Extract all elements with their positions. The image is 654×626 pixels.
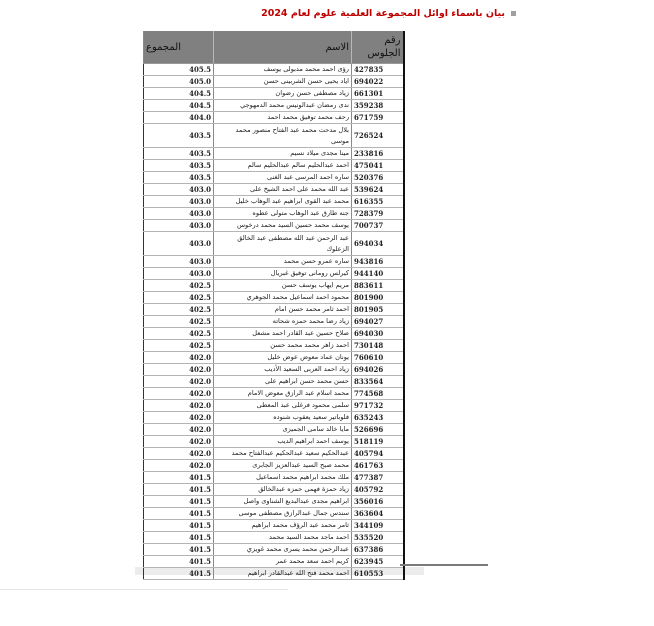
table-row <box>144 124 404 148</box>
table-row <box>144 376 404 388</box>
seat-number-cell: 694022 <box>352 76 404 88</box>
table-row <box>144 364 404 376</box>
horizontal-scrollbar[interactable] <box>400 564 488 566</box>
total-cell: 401.5 <box>144 484 214 496</box>
table-row <box>144 232 404 256</box>
name-cell: فلوباتير سعيد يعقوب شنوده <box>214 412 352 424</box>
header-total: المجموع <box>144 31 214 64</box>
table-row <box>144 400 404 412</box>
name-cell: محمود احمد اسماعيل محمد الجوهري <box>214 292 352 304</box>
seat-number-cell: 637386 <box>352 544 404 556</box>
total-cell: 402.0 <box>144 400 214 412</box>
name-cell: ندى رمضان عبدالونيس محمد الدمهوجي <box>214 100 352 112</box>
table-row <box>144 100 404 112</box>
seat-number-cell: 694034 <box>352 232 404 256</box>
name-cell: كيرلس رومانى توفيق غبريال <box>214 268 352 280</box>
name-cell: عبد الرحمن عبد الله مصطفى عبد الخالق الزعلوك <box>214 232 352 256</box>
total-cell: 401.5 <box>144 532 214 544</box>
seat-number-cell: 359238 <box>352 100 404 112</box>
table-row <box>144 544 404 556</box>
document-title: بيان باسماء اوائل المجموعة العلمية علوم لعام 2024 <box>261 7 505 19</box>
total-cell: 403.0 <box>144 184 214 196</box>
seat-number-cell: 801900 <box>352 292 404 304</box>
name-cell: يوسف محمد حسين السيد محمد درخوس <box>214 220 352 232</box>
table-row <box>144 388 404 400</box>
name-cell: احمد ثامر محمد حسن امام <box>214 304 352 316</box>
total-cell: 402.5 <box>144 328 214 340</box>
seat-number-cell: 694030 <box>352 328 404 340</box>
divider-line <box>0 589 288 590</box>
total-cell: 401.5 <box>144 568 214 580</box>
table-row <box>144 280 404 292</box>
table-row <box>144 484 404 496</box>
seat-number-cell: 635243 <box>352 412 404 424</box>
name-cell: ساره عمرو حسن محمد <box>214 256 352 268</box>
table-row <box>144 76 404 88</box>
total-cell: 402.5 <box>144 340 214 352</box>
name-cell: زياد مصطفى حسن رضوان <box>214 88 352 100</box>
total-cell: 403.0 <box>144 220 214 232</box>
table-row <box>144 352 404 364</box>
table-row <box>144 208 404 220</box>
table-row <box>144 160 404 172</box>
table-header-row <box>144 31 404 64</box>
seat-number-cell: 661301 <box>352 88 404 100</box>
name-cell: مينا مجدى ميلاد نسيم <box>214 148 352 160</box>
seat-number-cell: 610553 <box>352 568 404 580</box>
total-cell: 403.5 <box>144 148 214 160</box>
total-cell: 403.5 <box>144 172 214 184</box>
name-cell: ملك محمد ابراهيم محمد اسماعيل <box>214 472 352 484</box>
total-cell: 403.0 <box>144 196 214 208</box>
seat-number-cell: 730148 <box>352 340 404 352</box>
seat-number-cell: 405794 <box>352 448 404 460</box>
total-cell: 404.5 <box>144 88 214 100</box>
seat-number-cell: 344109 <box>352 520 404 532</box>
name-cell: احمد ماجد محمد السيد محمد <box>214 532 352 544</box>
table-row <box>144 64 404 76</box>
total-cell: 402.0 <box>144 448 214 460</box>
table-row <box>144 460 404 472</box>
name-cell: ابراهيم مجدى عبدالبديع الشناوى واصل <box>214 496 352 508</box>
bullet-icon <box>511 11 516 16</box>
seat-number-cell: 539624 <box>352 184 404 196</box>
seat-number-cell: 671759 <box>352 112 404 124</box>
name-cell: حسن محمد حسن ابراهيم على <box>214 376 352 388</box>
name-cell: زياد احمد العربى السعيد الأديب <box>214 364 352 376</box>
name-cell: احمد زاهر محمد محمد حسن <box>214 340 352 352</box>
name-cell: اياد يحيى حسن الشربينى حسن <box>214 76 352 88</box>
table-row <box>144 568 404 580</box>
table-row <box>144 472 404 484</box>
total-cell: 403.0 <box>144 232 214 256</box>
table-row <box>144 112 404 124</box>
total-cell: 403.5 <box>144 160 214 172</box>
name-cell: جنه طارق عبد الوهاب متولى عطوه <box>214 208 352 220</box>
seat-number-cell: 760610 <box>352 352 404 364</box>
total-cell: 402.0 <box>144 376 214 388</box>
name-cell: سلمى محمود فرغلى عبد المعطى <box>214 400 352 412</box>
total-cell: 403.5 <box>144 124 214 148</box>
table-row <box>144 292 404 304</box>
table-body <box>144 64 404 580</box>
seat-number-cell: 518119 <box>352 436 404 448</box>
total-cell: 401.5 <box>144 520 214 532</box>
total-cell: 402.0 <box>144 388 214 400</box>
total-cell: 402.0 <box>144 460 214 472</box>
name-cell: عبدالحكيم سعيد عبدالحكيم عبدالفتاح محمد <box>214 448 352 460</box>
table-row <box>144 316 404 328</box>
seat-number-cell: 833564 <box>352 376 404 388</box>
seat-number-cell: 427835 <box>352 64 404 76</box>
total-cell: 402.5 <box>144 292 214 304</box>
total-cell: 403.0 <box>144 268 214 280</box>
name-cell: ثامر محمد عبد الرؤف محمد ابراهيم <box>214 520 352 532</box>
seat-number-cell: 233816 <box>352 148 404 160</box>
table-row <box>144 304 404 316</box>
total-cell: 402.0 <box>144 412 214 424</box>
name-cell: زياد حمزة فهمى حمزه عبدالخالق <box>214 484 352 496</box>
seat-number-cell: 728379 <box>352 208 404 220</box>
total-cell: 403.0 <box>144 208 214 220</box>
total-cell: 401.5 <box>144 508 214 520</box>
name-cell: يوسف احمد ابراهيم الديب <box>214 436 352 448</box>
seat-number-cell: 363604 <box>352 508 404 520</box>
seat-number-cell: 535520 <box>352 532 404 544</box>
table-row <box>144 508 404 520</box>
seat-number-cell: 943816 <box>352 256 404 268</box>
header-seat-number: رقم الجلوس <box>352 31 404 64</box>
total-cell: 402.0 <box>144 436 214 448</box>
seat-number-cell: 944140 <box>352 268 404 280</box>
table-row <box>144 220 404 232</box>
total-cell: 404.0 <box>144 112 214 124</box>
seat-number-cell: 774568 <box>352 388 404 400</box>
name-cell: محمد صبح السيد عبدالعزيز الجابرى <box>214 460 352 472</box>
seat-number-cell: 694027 <box>352 316 404 328</box>
name-cell: احمد عبدالحليم سالم عبدالحليم سالم <box>214 160 352 172</box>
total-cell: 405.0 <box>144 76 214 88</box>
total-cell: 404.5 <box>144 100 214 112</box>
seat-number-cell: 883611 <box>352 280 404 292</box>
table-row <box>144 184 404 196</box>
total-cell: 402.0 <box>144 352 214 364</box>
seat-number-cell: 694026 <box>352 364 404 376</box>
name-cell: محمد عبد القوى ابراهيم عبد الوهاب خليل <box>214 196 352 208</box>
seat-number-cell: 477387 <box>352 472 404 484</box>
total-cell: 401.5 <box>144 556 214 568</box>
seat-number-cell: 971732 <box>352 400 404 412</box>
table-row <box>144 424 404 436</box>
seat-number-cell: 405792 <box>352 484 404 496</box>
name-cell: محمد اسلام عبد الرازق معوض الامام <box>214 388 352 400</box>
name-cell: صلاح حسين عبد القادر احمد مشعل <box>214 328 352 340</box>
name-cell: ساره احمد المرسى عبد الغنى <box>214 172 352 184</box>
seat-number-cell: 461763 <box>352 460 404 472</box>
total-cell: 403.0 <box>144 256 214 268</box>
name-cell: عبد الله محمد على احمد الشيخ على <box>214 184 352 196</box>
total-cell: 401.5 <box>144 544 214 556</box>
table-row <box>144 172 404 184</box>
name-cell: رؤى احمد محمد مدبولى يوسف <box>214 64 352 76</box>
name-cell: زياد رضا محمد حمزه شحاته <box>214 316 352 328</box>
total-cell: 402.0 <box>144 364 214 376</box>
table-row <box>144 412 404 424</box>
table-row <box>144 268 404 280</box>
table-row <box>144 148 404 160</box>
table-row <box>144 556 404 568</box>
table-row <box>144 88 404 100</box>
name-cell: يونان عماد معوض عوض خليل <box>214 352 352 364</box>
table-row <box>144 448 404 460</box>
table-row <box>144 532 404 544</box>
name-cell: مايا خالد سامى الجميزى <box>214 424 352 436</box>
header-name: الاسم <box>214 31 352 64</box>
seat-number-cell: 726524 <box>352 124 404 148</box>
document-heading <box>261 6 516 20</box>
name-cell: سندس جمال عبدالرازق مصطفى موسى <box>214 508 352 520</box>
table-row <box>144 328 404 340</box>
table-row <box>144 496 404 508</box>
seat-number-cell: 801905 <box>352 304 404 316</box>
table-row <box>144 340 404 352</box>
name-cell: بلال مدحت محمد عبد الفتاح منصور محمد موسى <box>214 124 352 148</box>
total-cell: 401.5 <box>144 472 214 484</box>
seat-number-cell: 526696 <box>352 424 404 436</box>
table-row <box>144 256 404 268</box>
total-cell: 402.5 <box>144 280 214 292</box>
name-cell: مريم ايهاب يوسف حسن <box>214 280 352 292</box>
name-cell: احمد محمد فتح الله عبدالقادر ابراهيم <box>214 568 352 580</box>
total-cell: 405.5 <box>144 64 214 76</box>
total-cell: 402.0 <box>144 424 214 436</box>
seat-number-cell: 520376 <box>352 172 404 184</box>
total-cell: 401.5 <box>144 496 214 508</box>
seat-number-cell: 356016 <box>352 496 404 508</box>
seat-number-cell: 623945 <box>352 556 404 568</box>
seat-number-cell: 475041 <box>352 160 404 172</box>
table-row <box>144 520 404 532</box>
seat-number-cell: 616355 <box>352 196 404 208</box>
total-cell: 402.5 <box>144 316 214 328</box>
table-row <box>144 196 404 208</box>
name-cell: كريم احمد سعد محمد عمر <box>214 556 352 568</box>
table-row <box>144 436 404 448</box>
seat-number-cell: 700737 <box>352 220 404 232</box>
name-cell: رحف محمد توفيق محمد احمد <box>214 112 352 124</box>
total-cell: 402.5 <box>144 304 214 316</box>
results-table <box>143 31 405 580</box>
name-cell: عبدالرحمن محمد يسرى محمد غويزي <box>214 544 352 556</box>
